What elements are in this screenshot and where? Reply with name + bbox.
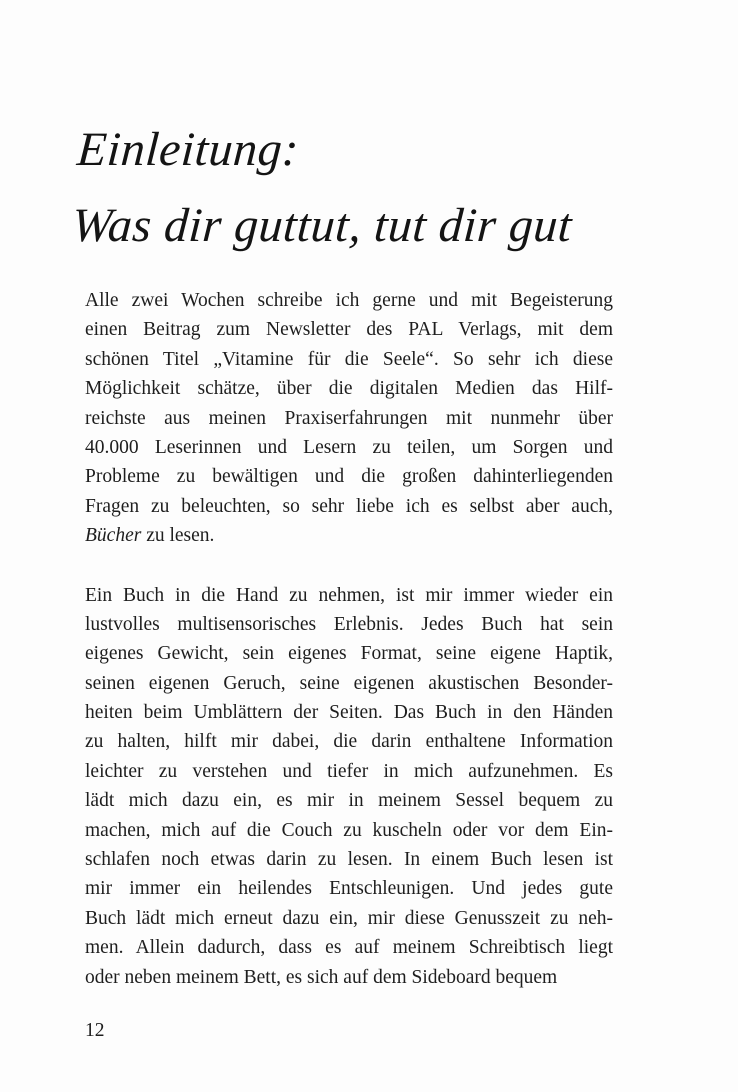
- text-line: Bücher zu lesen.: [85, 525, 215, 547]
- text-line: oder neben meinem Bett, es sich auf dem Sideboard bequem: [85, 966, 558, 988]
- text-line: reichste aus meinen Praxiserfahrungen mit nunmehr über: [85, 407, 613, 429]
- text-line: 40.000 Leserinnen und Lesern zu teilen, um Sorgen und: [85, 436, 613, 458]
- text-line: machen, mich auf die Couch zu kuscheln oder vor dem Ein-: [85, 819, 613, 841]
- text-line: seinen eigenen Geruch, seine eigenen akustischen Besonder-: [85, 672, 613, 694]
- text-line: leichter zu verstehen und tiefer in mich aufzunehmen. Es: [85, 760, 613, 782]
- text-line: lustvolles multisensorisches Erlebnis. Jedes Buch hat sein: [85, 613, 613, 635]
- chapter-heading-line-2: Was dir guttut, tut dir gut: [70, 199, 574, 252]
- text-line: lädt mich dazu ein, es mir in meinem Sessel bequem zu: [85, 790, 613, 812]
- body-text: [85, 286, 613, 1022]
- text-line: Fragen zu beleuchten, so sehr liebe ich es selbst aber auch,: [85, 495, 613, 517]
- page-number: 12: [85, 1020, 105, 1041]
- text-line: Ein Buch in die Hand zu nehmen, ist mir immer wieder ein: [85, 584, 613, 606]
- text-line: men. Allein dadurch, dass es auf meinem Schreibtisch liegt: [85, 937, 613, 959]
- text-line: eigenes Gewicht, sein eigenes Format, seine eigene Haptik,: [85, 643, 613, 665]
- paragraph: [85, 286, 613, 551]
- chapter-heading-line-1: Einleitung:: [75, 123, 301, 176]
- text-line: einen Beitrag zum Newsletter des PAL Verlags, mit dem: [85, 319, 613, 341]
- text-line: mir immer ein heilendes Entschleunigen. Und jedes gute: [85, 878, 613, 900]
- chapter-heading: [69, 112, 660, 264]
- text-line: Buch lädt mich erneut dazu ein, mir diese Genusszeit zu neh-: [85, 907, 613, 929]
- text-line: schönen Titel „Vitamine für die Seele“. So sehr ich diese: [85, 348, 613, 370]
- text-line: Möglichkeit schätze, über die digitalen Medien das Hilf-: [85, 378, 613, 400]
- text-line: heiten beim Umblättern der Seiten. Das Buch in den Händen: [85, 702, 613, 724]
- text-line: Probleme zu bewältigen und die großen dahinterliegenden: [85, 466, 613, 488]
- text-line: schlafen noch etwas darin zu lesen. In einem Buch lesen ist: [85, 849, 613, 871]
- text-line: zu halten, hilft mir dabei, die darin enthaltene Information: [85, 731, 613, 753]
- text-line: Alle zwei Wochen schreibe ich gerne und mit Begeisterung: [85, 290, 613, 311]
- paragraph: [85, 581, 613, 992]
